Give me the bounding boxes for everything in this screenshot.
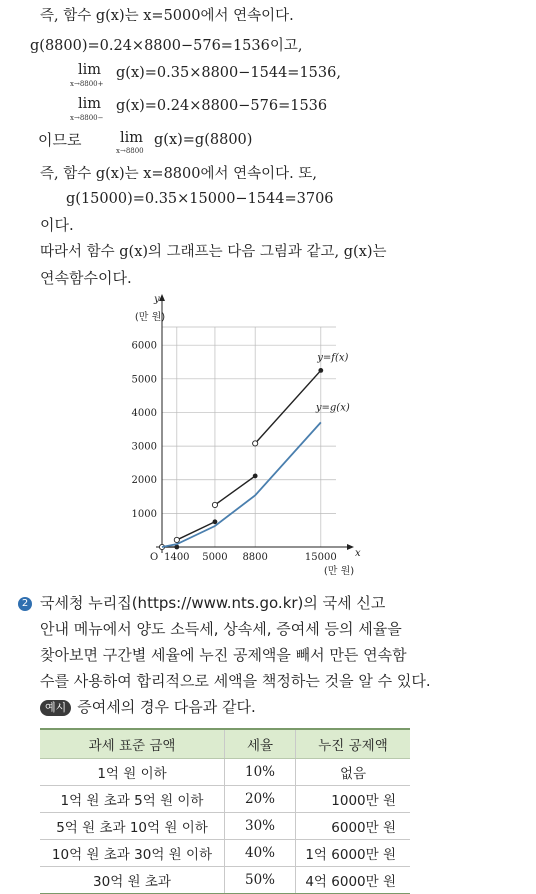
example-text: 증여세의 경우 다음과 같다. xyxy=(77,698,256,716)
example-line xyxy=(40,694,256,720)
bracket-cell: 10억 원 초과 30억 원 이하 xyxy=(40,840,225,867)
example-badge: 예시 xyxy=(40,700,71,716)
rate-cell: 30% xyxy=(225,813,296,840)
lim-both-sub: x→8800 xyxy=(116,147,144,155)
lim-right-sub: x→8800+ xyxy=(70,80,104,88)
rate-cell: 40% xyxy=(225,840,296,867)
note-line-2: 안내 메뉴에서 양도 소득세, 상속세, 증여세 등의 세율을 xyxy=(40,620,402,638)
g-series-line xyxy=(162,422,321,547)
filled-point xyxy=(318,368,323,373)
header-deduction: 누진 공제액 xyxy=(296,729,411,759)
y-tick-label: 2000 xyxy=(131,475,157,487)
deduction-cell: 없음 xyxy=(296,759,411,786)
y-tick-label: 4000 xyxy=(131,407,157,419)
deduction-cell: 4억 6000만 원 xyxy=(296,867,411,894)
header-rate: 세율 xyxy=(225,729,296,759)
deduction-cell: 1억 6000만 원 xyxy=(296,840,411,867)
note-line-1: 국세청 누리집(https://www.nts.go.kr)의 국세 신고 xyxy=(40,594,386,612)
header-bracket: 과세 표준 금액 xyxy=(40,729,225,759)
x-unit-label: (만 원) xyxy=(323,566,355,577)
bracket-cell: 5억 원 초과 10억 원 이하 xyxy=(40,813,225,840)
ida-line: 이다. xyxy=(40,216,74,234)
x-axis-label: x xyxy=(355,548,361,559)
open-point xyxy=(212,502,217,507)
note-line-3: 찾아보면 구간별 세율에 누진 공제액을 빼서 만든 연속함 xyxy=(40,646,407,664)
deduction-cell: 1000만 원 xyxy=(296,786,411,813)
lim-right-word: lim xyxy=(78,62,102,78)
y-tick-label: 5000 xyxy=(131,374,157,386)
rate-cell: 50% xyxy=(225,867,296,894)
x-tick-label: 1400 xyxy=(164,552,190,563)
continuity-at-8800: 즉, 함수 g(x)는 x=8800에서 연속이다. 또, xyxy=(40,166,317,182)
deduction-cell: 6000만 원 xyxy=(296,813,411,840)
note-line-4: 수를 사용하여 합리적으로 세액을 책정하는 것을 알 수 있다. xyxy=(40,672,431,690)
g-series-label: y=g(x) xyxy=(315,402,350,414)
g-15000-value: g(15000)=0.35×15000−1544=3706 xyxy=(66,191,334,207)
open-point xyxy=(174,537,179,542)
lim-left-sub: x→8800− xyxy=(70,114,104,122)
lim-both-word: lim xyxy=(120,130,144,146)
continuity-at-5000: 즉, 함수 g(x)는 x=5000에서 연속이다. xyxy=(40,8,294,24)
table-header-row xyxy=(40,729,410,759)
x-axis-arrow xyxy=(347,544,354,550)
table-row xyxy=(40,813,410,840)
filled-point xyxy=(253,474,258,479)
continuous-function-line: 연속함수이다. xyxy=(40,269,132,287)
y-axis-arrow xyxy=(159,294,165,301)
filled-point xyxy=(213,519,218,524)
rate-cell: 10% xyxy=(225,759,296,786)
lim-left-expr: g(x)=0.24×8800−576=1536 xyxy=(116,98,328,114)
lim-left-word: lim xyxy=(78,96,102,112)
table-row xyxy=(40,867,410,894)
bracket-cell: 30억 원 초과 xyxy=(40,867,225,894)
f-series-line xyxy=(177,522,215,540)
y-tick-label: 6000 xyxy=(131,340,157,352)
lim-right-expr: g(x)=0.35×8800−1544=1536, xyxy=(116,65,341,81)
bracket-cell: 1억 원 이하 xyxy=(40,759,225,786)
gift-tax-table xyxy=(40,728,410,894)
f-series-label: y=f(x) xyxy=(317,352,349,364)
x-tick-label: 15000 xyxy=(304,552,337,563)
piecewise-graph xyxy=(108,290,361,582)
y-tick-label: 3000 xyxy=(131,441,157,453)
graph-intro: 따라서 함수 g(x)의 그래프는 다음 그림과 같고, g(x)는 xyxy=(40,244,387,260)
x-tick-label: 8800 xyxy=(242,552,268,563)
note-bullet: 2 xyxy=(18,597,32,611)
therefore-label: 이므로 xyxy=(38,131,82,149)
y-axis-label: y xyxy=(154,294,160,305)
table-row xyxy=(40,786,410,813)
rate-cell: 20% xyxy=(225,786,296,813)
y-tick-label: 1000 xyxy=(131,508,157,520)
g-8800-value: g(8800)=0.24×8800−576=1536이고, xyxy=(30,38,303,54)
table-row xyxy=(40,759,410,786)
origin-label: O xyxy=(150,552,159,563)
lim-both-expr: g(x)=g(8800) xyxy=(154,132,253,148)
x-tick-label: 5000 xyxy=(202,552,228,563)
open-point xyxy=(253,441,258,446)
table-row xyxy=(40,840,410,867)
y-unit-label: (만 원) xyxy=(134,312,166,323)
bracket-cell: 1억 원 초과 5억 원 이하 xyxy=(40,786,225,813)
